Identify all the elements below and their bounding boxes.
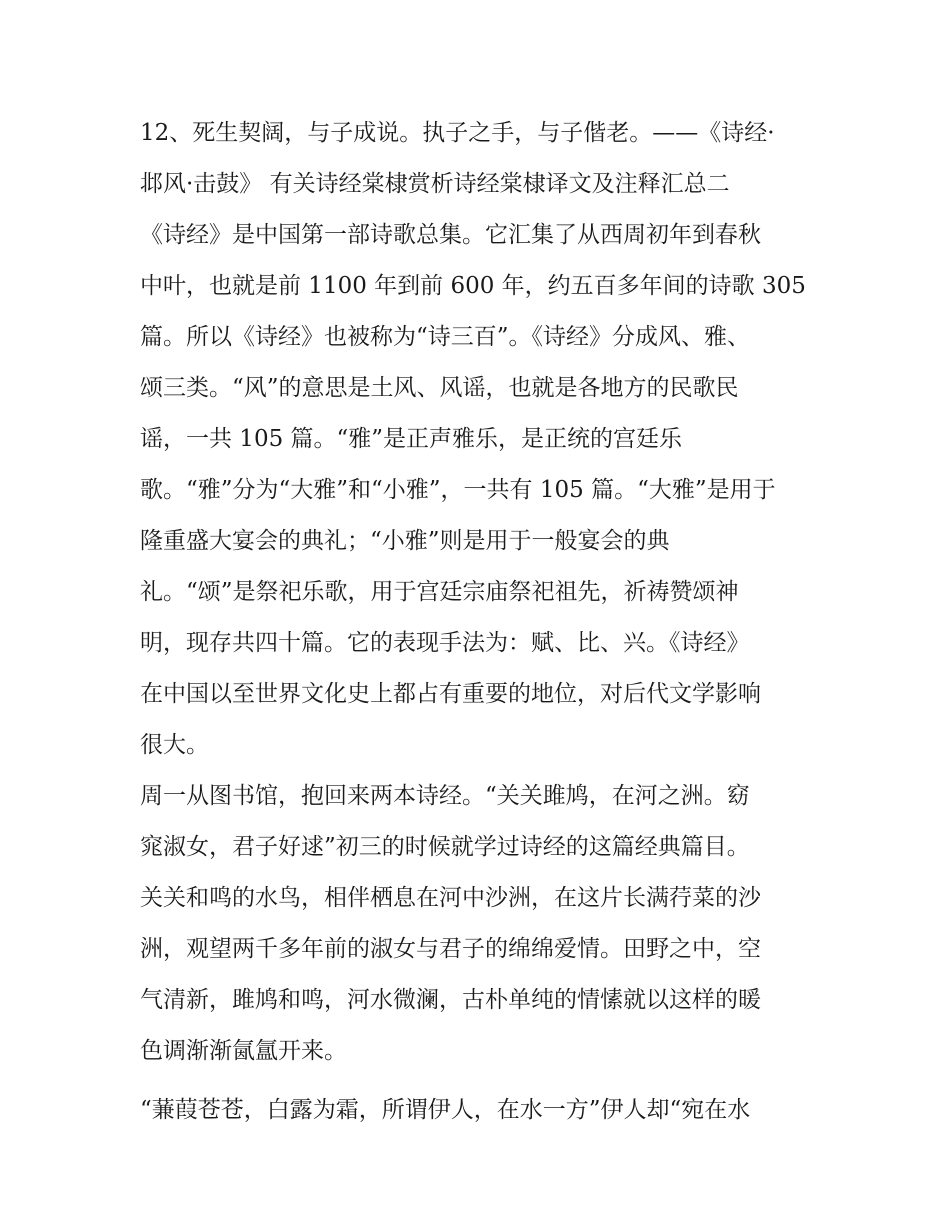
- document-body: [140, 108, 820, 1136]
- text-line: 洲，观望两千多年前的淑女与君子的绵绵爱情。田野之中，空: [140, 936, 761, 962]
- text-line: 篇。所以《诗经》也被称为“诗三百”。《诗经》分成风、雅、: [140, 324, 751, 350]
- text-line: 谣，一共 105 篇。“雅”是正声雅乐，是正统的宫廷乐: [140, 426, 683, 452]
- text-line: 歌。“雅”分为“大雅”和“小雅”，一共有 105 篇。“大雅”是用于: [140, 477, 776, 503]
- text-line: 颂三类。“风”的意思是土风、风谣，也就是各地方的民歌民: [140, 375, 739, 401]
- text-line: 礼。“颂”是祭祀乐歌，用于宫廷宗庙祭祀祖先，祈祷赞颂神: [140, 579, 739, 605]
- text-line: 在中国以至世界文化史上都占有重要的地位，对后代文学影响: [140, 681, 761, 707]
- text-line: 色调渐渐氤氲开来。: [140, 1038, 347, 1064]
- text-line: 窕淑女，君子好逑”初三的时候就学过诗经的这篇经典篇目。: [140, 834, 750, 860]
- text-line: 《诗经》是中国第一部诗歌总集。它汇集了从西周初年到春秋: [140, 222, 761, 248]
- text-line: 关关和鸣的水鸟，相伴栖息在河中沙洲，在这片长满荇菜的沙: [140, 885, 761, 911]
- text-line: 明，现存共四十篇。它的表现手法为：赋、比、兴。《诗经》: [140, 630, 750, 656]
- text-line: “蒹葭苍苍，白露为霜，所谓伊人，在水一方”伊人却“宛在水: [140, 1097, 751, 1123]
- text-line: 中叶，也就是前 1100 年到前 600 年，约五百多年间的诗歌 305: [140, 273, 806, 299]
- text-line: 12、死生契阔，与子成说。执子之手，与子偕老。——《诗经·: [140, 120, 775, 146]
- text-line: 周一从图书馆，抱回来两本诗经。“关关雎鸠，在河之洲。窈: [140, 783, 750, 809]
- text-line: 隆重盛大宴会的典礼；“小雅”则是用于一般宴会的典: [140, 528, 670, 554]
- text-line: 邶风·击鼓》 有关诗经棠棣赏析诗经棠棣译文及注释汇总二: [140, 171, 730, 197]
- text-line: 气清新，雎鸠和鸣，河水微澜，古朴单纯的情愫就以这样的暖: [140, 987, 761, 1013]
- text-line: 很大。: [140, 732, 209, 758]
